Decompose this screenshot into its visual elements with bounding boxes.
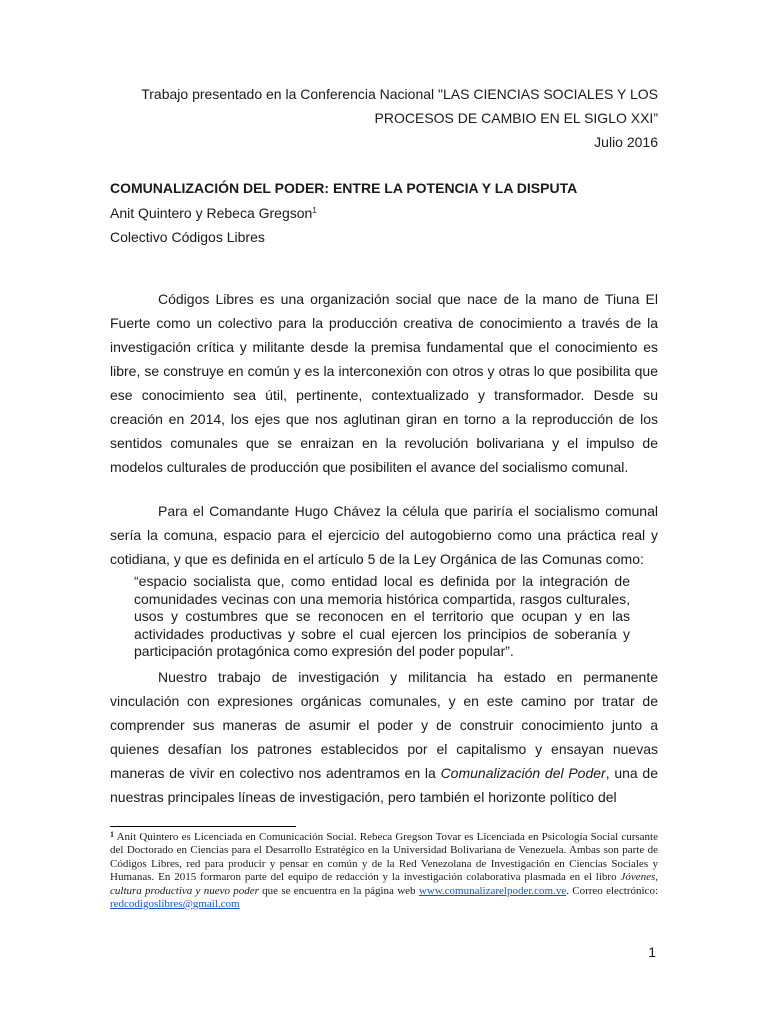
footnote-marker[interactable]: 1 [312,206,317,215]
website-link[interactable]: www.comunalizarelpoder.com.ve [418,884,567,897]
email-link[interactable]: redcodigoslibres@gmail.com [110,898,240,911]
conference-header-line-1: Trabajo presentado en la Conferencia Nacional "LAS CIENCIAS SOCIALES Y LOS [141,86,658,102]
conference-header-line-2: PROCESOS DE CAMBIO EN EL SIGLO XXI” [374,110,658,126]
page-number: 1 [648,944,656,960]
footnote-number: 1 [110,830,114,839]
law-quote: “espacio socialista que, como entidad local es definida por la integración de comunidades vecinas con una memoria histórica compartida, rasgos culturales, usos y costumbres que se reconocen en el territorio que ocupan y en las actividades productivas y sobre el cual ejercen los principios de soberanía y participación protagónica como expresión del poder popular”. [134,573,630,660]
paragraph-research-text-a: Nuestro trabajo de investigación y militancia ha estado en permanente vinculación con expresiones orgánicas comunales, y en este camino por tratar de comprender sus maneras de asumir el poder y de construir conocimiento junto a quienes desafían los patrones establecidos por el capitalismo y ensayan nuevas maneras de vivir en colectivo nos adentramos en la [110,669,658,781]
footnote [110,828,658,911]
footnote-text-a: Anit Quintero es Licenciada en Comunicación Social. Rebeca Gregson Tovar es Licenciada en Psicología Social cursante del Doctorado en Ciencias para el Desarrollo Estratégico en la Universidad Bolivariana de Venezuela. Ambas son parte de Códigos Libres, red para producir y pensar en común y de la Red Venezolana de Investigación en Ciencias Sociales y Humanas. En 2015 formaron parte del equipo de redacción y la investigación colaborativa plasmada en el libro [110,831,658,884]
document-title: COMUNALIZACIÓN DEL PODER: ENTRE LA POTENCIA Y LA DISPUTA [110,180,578,196]
paragraph-comuna: Para el Comandante Hugo Chávez la célula que pariría el socialismo comunal sería la comuna, espacio para el ejercicio del autogobierno como una práctica real y cotidiana, y que es definida en el artículo 5 de la Ley Orgánica de las Comunas como: [110,503,658,567]
footnote-text-c: . Correo electrónico: [566,884,658,897]
header-date: Julio 2016 [594,134,658,150]
paragraph-intro: Códigos Libres es una organización social que nace de la mano de Tiuna El Fuerte como un colectivo para la producción creativa de conocimiento a través de la investigación crítica y militante desde la premisa fundamental que el conocimiento es libre, se construye en común y es la interconexión con otros y otras lo que posibilita que ese conocimiento sea útil, pertinente, contextualizado y transformador. Desde su creación en 2014, los ejes que nos aglutinan giran en torno a la reproducción de los sentidos comunales que se enraizan en la revolución bolivariana y el impulso de modelos culturales de producción que posibiliten el avance del socialismo comunal. [110,291,658,475]
paragraph-research [110,665,658,809]
authors-names: Anit Quintero y Rebeca Gregson [110,205,313,221]
footnote-book-title: Jóvenes, cultura productiva y nuevo poder [110,871,658,897]
paragraph-research-italic: Comunalización del Poder [440,765,606,781]
collective-name: Colectivo Códigos Libres [110,229,265,245]
footnote-text-b: que se encuentra en la página web [258,884,419,897]
authors-line [110,205,317,221]
footnote-divider [110,826,296,827]
paragraph-research-text-b: , una de nuestras principales líneas de investigación, pero también el horizonte político del [110,765,658,805]
